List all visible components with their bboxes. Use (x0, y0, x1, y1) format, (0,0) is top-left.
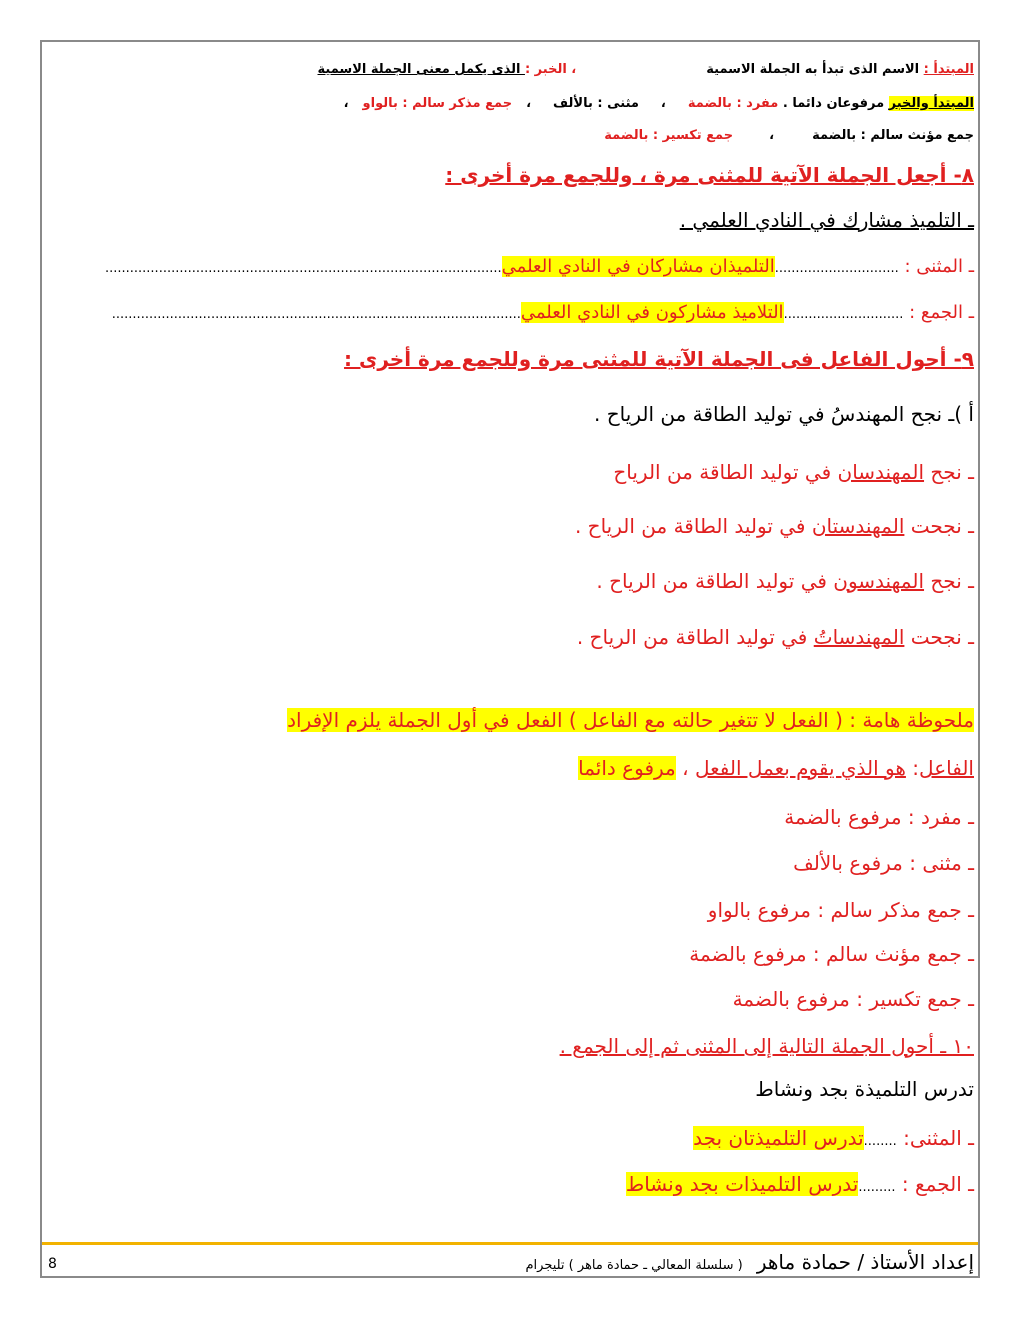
answer-fael: المهندسون (833, 569, 925, 593)
comma: ، (769, 128, 775, 143)
q8-plural-label: ـ الجمع : (903, 302, 974, 323)
q9-answer-4 (577, 625, 974, 649)
q9-answer-1 (613, 460, 974, 484)
q10-dual-label: ـ المثنى: (896, 1126, 974, 1150)
q10-dual-answer: تدرس التلميذتان بجد (693, 1126, 864, 1150)
dotted-blank: ................................................................................................ (104, 261, 502, 276)
q10-plural-line (626, 1172, 974, 1196)
header-definitions (318, 62, 974, 77)
fael-rule-4: ـ جمع مؤنث سالم : مرفوع بالضمة (689, 942, 974, 966)
comma: ، (526, 96, 532, 111)
q10-plural-answer: تدرس التلميذات بجد ونشاط (625, 1172, 859, 1196)
q9-title: ٩- أحول الفاعل فى الجملة الآتية للمثنى مرة وللجمع مرة أخرى : (344, 347, 974, 371)
q8-sentence: ـ التلميذ مشارك في النادي العلمي . (679, 208, 974, 232)
fael-comma: ، (675, 756, 695, 780)
q8-dual-label: ـ المثنى : (898, 256, 974, 277)
answer-prefix: ـ نجحت (904, 514, 974, 538)
q8-dual-answer: التلميذان مشاركان في النادي العلمي (501, 256, 775, 277)
answer-fael: المهندساتُ (813, 625, 905, 649)
rule-mufrad: مفرد : بالضمة (687, 96, 779, 111)
fael-definition (578, 756, 974, 780)
mubtada-definition: الاسم الذى تبدأ به الجملة الاسمية (706, 62, 924, 77)
rule-muthanna: مثنى : بالألف (553, 96, 639, 111)
note-text: ( الفعل لا تتغير حالته مع الفاعل ) الفعل في أول الجملة يلزم الإفراد (287, 708, 843, 732)
q10-title: ١٠ ـ أحول الجملة التالية إلى المثنى ثم إلى الجمع . (559, 1034, 974, 1058)
comma: ، (660, 96, 666, 111)
q9-answer-2 (575, 514, 974, 538)
khabar-definition: الذى يكمل معنى الجملة الاسمية (317, 62, 525, 77)
answer-suffix: في توليد الطاقة من الرياح . (574, 514, 812, 538)
rule-jam-mudhakkar: جمع مذكر سالم : بالواو (362, 96, 513, 111)
mubtada-khabar-text: مرفوعان دائما . (778, 96, 889, 111)
rule-jam-taksir: جمع تكسير : بالضمة (604, 128, 734, 143)
footer (525, 1250, 974, 1274)
answer-fael: المهندسان (837, 460, 925, 484)
page-number: 8 (48, 1256, 57, 1272)
header-raf-rules-2 (604, 128, 974, 143)
comma: ، (343, 96, 349, 111)
header-raf-rules (344, 96, 974, 111)
q10-plural-label: ـ الجمع : (895, 1172, 974, 1196)
q10-dual-line (693, 1126, 974, 1150)
mubtada-khabar-label: المبتدأ والخبر (888, 96, 974, 111)
q8-plural-answer: التلاميذ مشاركون في النادي العلمي (520, 302, 784, 323)
footer-author: إعداد الأستاذ / حمادة ماهر (756, 1250, 974, 1274)
q8-title: ٨- أجعل الجملة الآتية للمثنى مرة ، وللجمع مرة أخرى : (445, 163, 974, 187)
dotted-blank: ................................................................................................... (111, 307, 521, 322)
note-label: ملحوظة هامة : (842, 708, 974, 732)
answer-fael: المهندستان (811, 514, 905, 538)
rule-jam-muannath: جمع مؤنث سالم : بالضمة (812, 128, 974, 143)
q8-plural-line (112, 302, 974, 323)
q8-dual-line (105, 256, 974, 277)
fael-colon: : (905, 756, 920, 780)
important-note (287, 708, 974, 732)
dotted-blank: ............................. (783, 307, 904, 322)
answer-prefix: ـ نجح (924, 460, 974, 484)
fael-label: الفاعل (919, 756, 974, 780)
footer-divider (42, 1242, 978, 1245)
fael-rule-2: ـ مثنى : مرفوع بالألف (793, 851, 974, 875)
footer-series: ( سلسلة المعالي ـ حمادة ماهر ) تليجرام (525, 1258, 747, 1273)
fael-rule-5: ـ جمع تكسير : مرفوع بالضمة (732, 987, 974, 1011)
fael-rule-3: ـ جمع مذكر سالم : مرفوع بالواو (707, 898, 974, 922)
khabar-separator: ، (566, 62, 577, 77)
q9-answer-3 (596, 569, 974, 593)
fael-always-marfoo: مرفوع دائما (578, 756, 676, 780)
answer-prefix: ـ نجحت (904, 625, 974, 649)
khabar-label: الخبر : (524, 62, 567, 77)
dotted-blank: ......... (858, 1180, 896, 1195)
mubtada-label: المبتدأ : (923, 62, 974, 77)
q10-sentence: تدرس التلميذة بجد ونشاط (755, 1077, 974, 1101)
answer-suffix: في توليد الطاقة من الرياح . (576, 625, 814, 649)
fael-rule-1: ـ مفرد : مرفوع بالضمة (784, 805, 974, 829)
answer-suffix: في توليد الطاقة من الرياح (613, 460, 838, 484)
answer-suffix: في توليد الطاقة من الرياح . (596, 569, 834, 593)
answer-prefix: ـ نجح (924, 569, 974, 593)
dotted-blank: ........ (863, 1134, 897, 1149)
fael-def: هو الذي يقوم بعمل الفعل (694, 756, 906, 780)
q9-sentence: أ )ـ نجح المهندسُ في توليد الطاقة من الرياح . (594, 402, 974, 426)
dotted-blank: .............................. (774, 261, 899, 276)
